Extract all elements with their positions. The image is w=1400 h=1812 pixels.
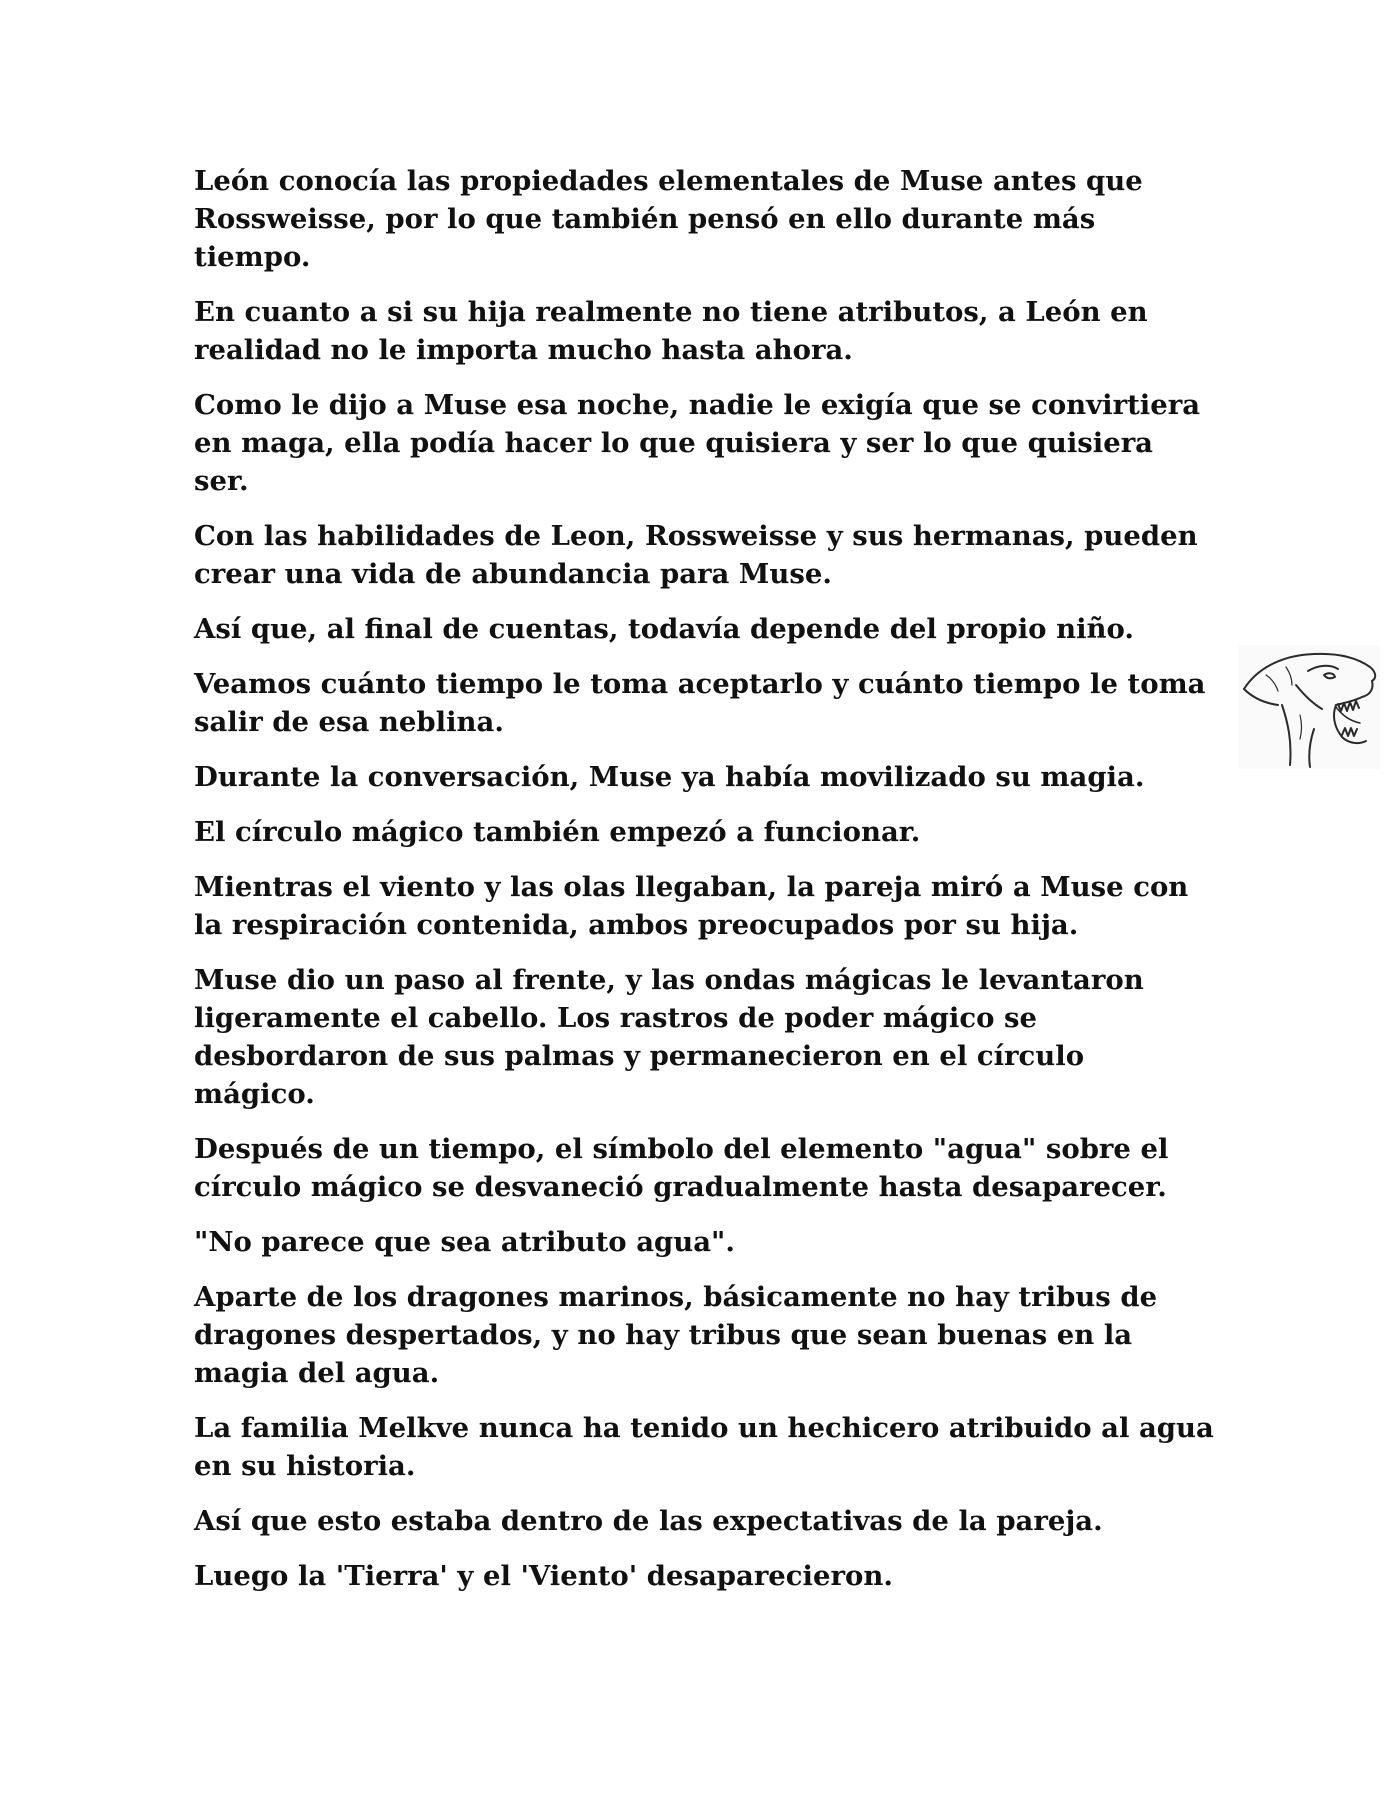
- paragraph: Durante la conversación, Muse ya había movilizado su magia.: [194, 761, 1145, 793]
- paragraph: Muse dio un paso al frente, y las ondas mágicas le levantaron ligeramente el cabello. Los rastros de poder mágico se desbordaron de sus palmas y permanecieron en el círculo mágico.: [194, 964, 1144, 1110]
- dinosaur-head-icon: [1238, 645, 1380, 769]
- text-column: [194, 162, 1214, 1612]
- paragraph: Luego la 'Tierra' y el 'Viento' desaparecieron.: [194, 1560, 893, 1592]
- paragraph: Mientras el viento y las olas llegaban, la pareja miró a Muse con la respiración contenida, ambos preocupados por su hija.: [194, 871, 1189, 941]
- paragraph: La familia Melkve nunca ha tenido un hechicero atribuido al agua en su historia.: [194, 1412, 1214, 1482]
- paragraph: "No parece que sea atributo agua".: [194, 1226, 735, 1258]
- paragraph: Con las habilidades de Leon, Rossweisse y sus hermanas, pueden crear una vida de abundancia para Muse.: [194, 520, 1198, 590]
- paragraph: En cuanto a si su hija realmente no tiene atributos, a León en realidad no le importa mucho hasta ahora.: [194, 296, 1148, 366]
- paragraph: Como le dijo a Muse esa noche, nadie le exigía que se convirtiera en maga, ella podía hacer lo que quisiera y ser lo que quisiera ser.: [194, 389, 1201, 497]
- paragraph: León conocía las propiedades elementales de Muse antes que Rossweisse, por lo que también pensó en ello durante más tiempo.: [194, 165, 1143, 273]
- paragraph: Después de un tiempo, el símbolo del elemento "agua" sobre el círculo mágico se desvaneció gradualmente hasta desaparecer.: [194, 1133, 1169, 1203]
- paragraph: Veamos cuánto tiempo le toma aceptarlo y cuánto tiempo le toma salir de esa neblina.: [194, 668, 1206, 738]
- paragraph: El círculo mágico también empezó a funcionar.: [194, 816, 921, 848]
- paragraph: Aparte de los dragones marinos, básicamente no hay tribus de dragones despertados, y no hay tribus que sean buenas en la magia del agua.: [194, 1281, 1158, 1389]
- paragraph: Así que esto estaba dentro de las expectativas de la pareja.: [194, 1505, 1103, 1537]
- paragraph: Así que, al final de cuentas, todavía depende del propio niño.: [194, 613, 1134, 645]
